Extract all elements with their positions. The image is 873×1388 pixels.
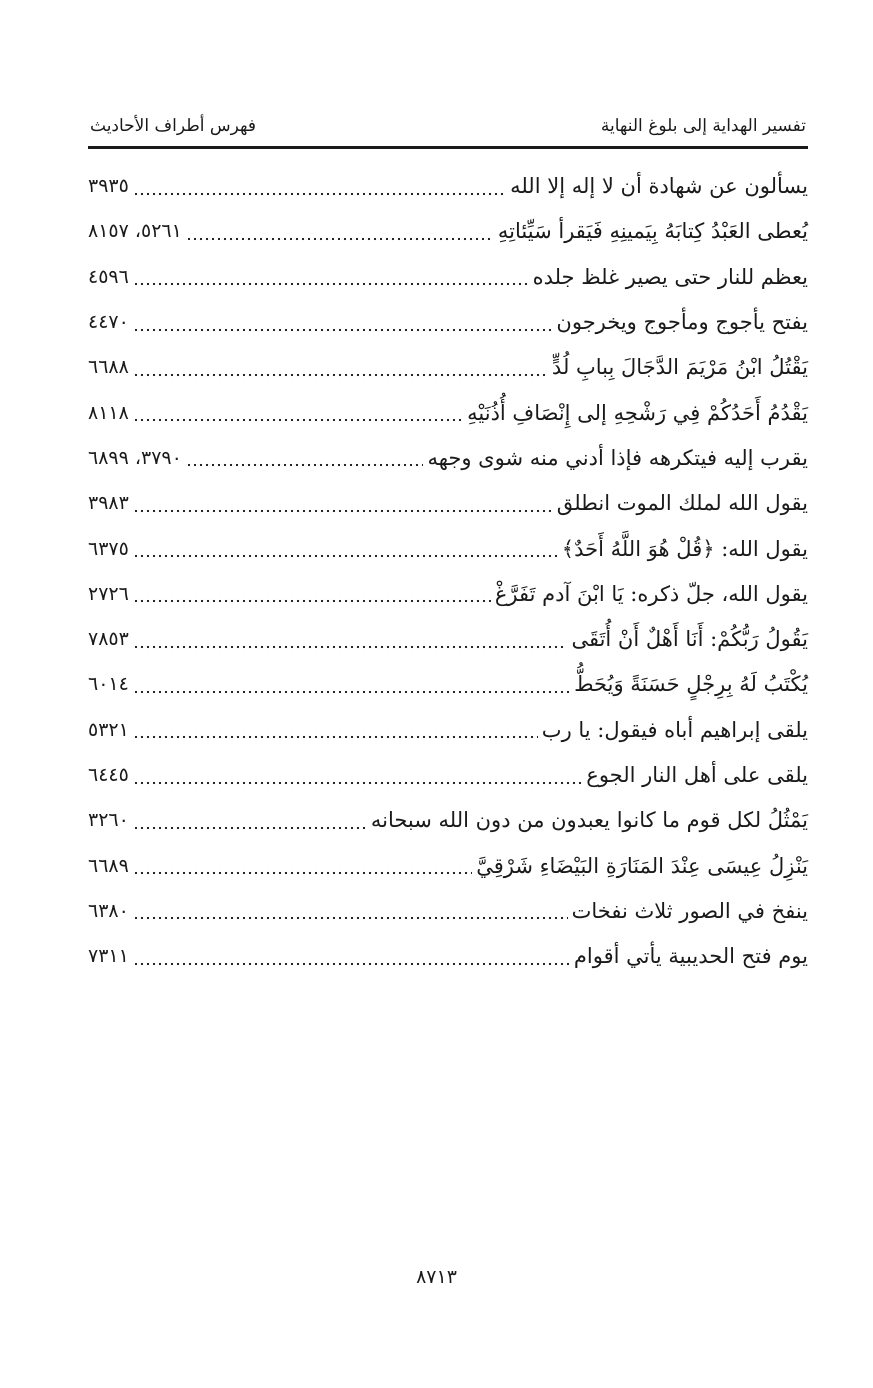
index-entry xyxy=(88,209,808,254)
dot-leader xyxy=(133,554,558,558)
dot-leader xyxy=(133,509,553,513)
index-entry xyxy=(88,436,808,481)
entry-text: يَقُولُ رَبُّكُمْ: أَنَا أَهْلٌ أَنْ أُتَقَى xyxy=(571,627,808,652)
entry-text: يفتح يأجوج ومأجوج ويخرجون xyxy=(556,310,808,335)
entry-reference: ٢٧٢٦ xyxy=(88,582,129,605)
index-entry xyxy=(88,526,808,571)
dot-leader xyxy=(133,192,506,196)
entry-reference: ٥٣٢١ xyxy=(88,718,129,741)
entry-text: ينفخ في الصور ثلاث نفخات xyxy=(571,898,808,923)
dot-leader xyxy=(133,373,548,377)
entry-text: يوم فتح الحديبية يأتي أقوام xyxy=(573,944,808,969)
dot-leader xyxy=(133,599,491,603)
index-entry xyxy=(88,345,808,390)
dot-leader xyxy=(133,690,570,694)
entry-text: يسألون عن شهادة أن لا إله إلا الله xyxy=(510,174,808,199)
dot-leader xyxy=(133,735,538,739)
entry-reference: ٣٩٣٥ xyxy=(88,175,129,198)
entry-reference: ٨١١٨ xyxy=(88,401,129,424)
entry-reference: ٦٣٨٠ xyxy=(88,899,129,922)
entry-text: يعظم للنار حتى يصير غلظ جلده xyxy=(532,264,808,289)
header-rule xyxy=(88,146,808,149)
running-header xyxy=(90,104,806,136)
dot-leader xyxy=(133,916,568,920)
entry-text: يُكْتَبُ لَهُ بِرِجْلٍ حَسَنَةً وَيُحَطُّ xyxy=(574,672,808,697)
dot-leader xyxy=(133,826,367,830)
index-entry xyxy=(88,843,808,888)
index-entry xyxy=(88,798,808,843)
entry-reference: ٧٨٥٣ xyxy=(88,628,129,651)
entry-text: يلقى على أهل النار الجوع xyxy=(586,763,808,787)
index-entry xyxy=(88,662,808,707)
entry-text: يَمْثُلُ لكل قوم ما كانوا يعبدون من دون الله سبحانه xyxy=(370,808,808,833)
hadith-index-list xyxy=(88,164,808,979)
page-number: ٨٧١٣ xyxy=(416,1266,457,1288)
index-entry xyxy=(88,300,808,345)
entry-reference: ٦٣٧٥ xyxy=(88,537,129,560)
index-entry xyxy=(88,572,808,617)
entry-text: يقول الله لملك الموت انطلق xyxy=(556,491,808,516)
entry-reference: ٦٠١٤ xyxy=(88,673,129,696)
index-entry xyxy=(88,481,808,526)
entry-reference: ٥٢٦١، ٨١٥٧ xyxy=(88,220,182,243)
dot-leader xyxy=(133,871,472,875)
dot-leader xyxy=(186,463,424,467)
index-entry xyxy=(88,617,808,662)
entry-text: يَنْزِلُ عِيسَى عِنْدَ المَنَارَةِ البَيْضَاءِ شَرْقِيَّ xyxy=(476,853,808,878)
index-entry xyxy=(88,164,808,209)
entry-text: يَقْدُمُ أَحَدُكُمْ فِي رَشْحِهِ إلى إِنْصَافِ أُذُنَيْهِ xyxy=(467,400,808,425)
entry-text: يُعطى العَبْدُ كِتابَهُ بِيَمينِهِ فَيَقرأ سَيِّئاتِهِ xyxy=(497,219,808,244)
index-entry xyxy=(88,934,808,979)
entry-reference: ٧٣١١ xyxy=(88,945,129,968)
index-entry xyxy=(88,889,808,934)
dot-leader xyxy=(133,282,529,286)
entry-reference: ٤٥٩٦ xyxy=(88,265,129,288)
dot-leader xyxy=(133,781,582,785)
dot-leader xyxy=(133,962,570,966)
index-entry xyxy=(88,753,808,798)
entry-text: يقرب إليه فيتكرهه فإذا أدني منه شوى وجهه xyxy=(427,445,808,470)
entry-reference: ٦٦٨٨ xyxy=(88,356,129,379)
dot-leader xyxy=(133,645,568,649)
entry-reference: ٦٤٤٥ xyxy=(88,764,129,786)
book-title: تفسير الهداية إلى بلوغ النهاية xyxy=(600,116,806,136)
entry-reference: ٣٧٩٠، ٦٨٩٩ xyxy=(88,446,182,469)
entry-reference: ٦٦٨٩ xyxy=(88,854,129,877)
entry-text: يلقى إبراهيم أباه فيقول: يا رب xyxy=(541,717,808,742)
section-title: فهرس أطراف الأحاديث xyxy=(90,116,256,136)
index-entry xyxy=(88,255,808,300)
entry-text: يَقْتُلُ ابْنُ مَرْيَمَ الدَّجَالَ بِبابِ لُدٍّ xyxy=(551,355,808,380)
dot-leader xyxy=(133,418,463,422)
dot-leader xyxy=(186,237,494,241)
entry-reference: ٣٩٨٣ xyxy=(88,492,129,515)
entry-text: يقول الله: ﴿قُلْ هُوَ اللَّهُ أَحَدٌ﴾ xyxy=(561,536,808,561)
index-entry xyxy=(88,708,808,753)
entry-reference: ٣٢٦٠ xyxy=(88,809,129,832)
entry-reference: ٤٤٧٠ xyxy=(88,311,129,334)
entry-text: يقول الله، جلّ ذكره: يَا ابْنَ آدم تَفَرَّغْ xyxy=(494,581,808,606)
dot-leader xyxy=(133,328,553,332)
index-entry xyxy=(88,390,808,435)
